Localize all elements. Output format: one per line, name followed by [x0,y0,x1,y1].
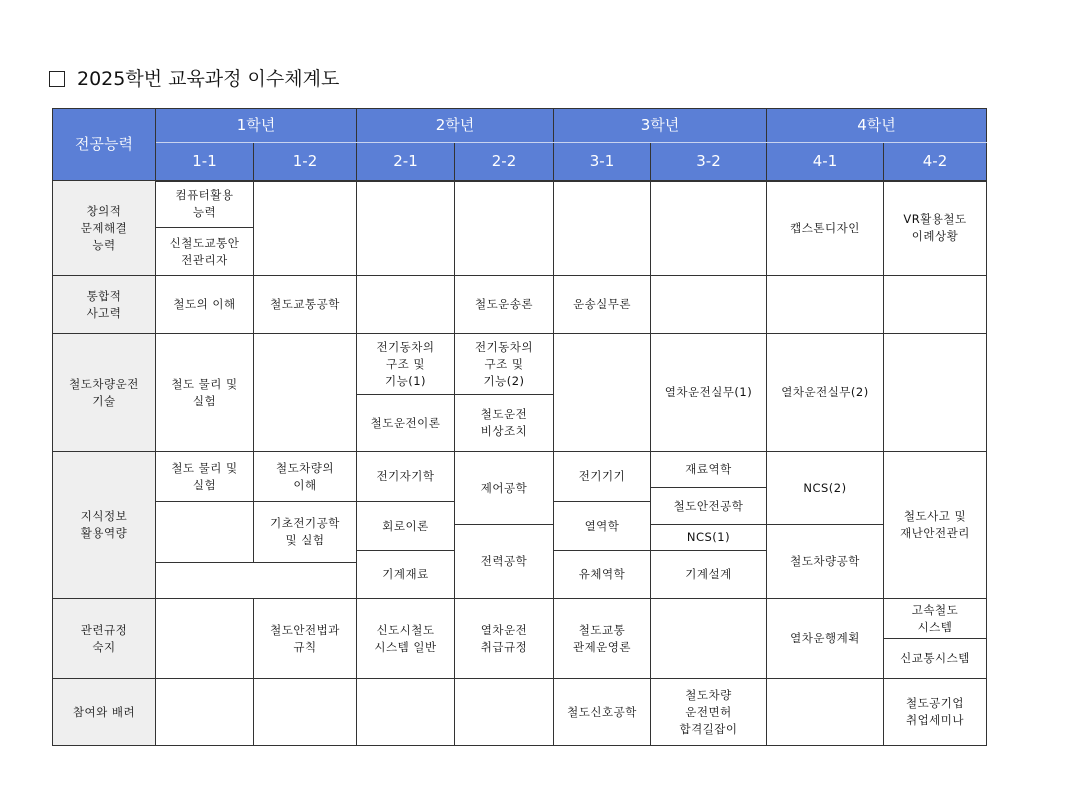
course-cell: 철도교통공학 [254,276,357,334]
course-cell: 철도공기업 취업세미나 [884,679,987,746]
course-cell: 재료역학 [651,452,767,488]
empty-cell [554,181,651,276]
empty-cell [156,502,254,563]
course-cell: 철도안전공학 [651,488,767,525]
header-year-4: 4학년 [767,109,987,143]
course-cell: 신도시철도 시스템 일반 [357,599,455,679]
empty-cell [651,276,767,334]
course-cell: 신철도교통안 전관리자 [156,228,254,276]
row-label: 참여와 배려 [53,679,156,746]
header-semester: 2-2 [455,143,554,181]
row-label: 철도차량운전 기술 [53,334,156,452]
empty-cell [156,679,254,746]
empty-cell [651,181,767,276]
course-cell: 컴퓨터활용 능력 [156,181,254,228]
course-cell: 운송실무론 [554,276,651,334]
header-corner: 전공능력 [53,109,156,181]
page-title [49,64,339,94]
empty-cell [357,181,455,276]
course-cell: 철도차량 운전면허 합격길잡이 [651,679,767,746]
row-label: 창의적 문제해결 능력 [53,181,156,276]
course-cell: NCS(2) [767,452,884,525]
course-cell: 신교통시스템 [884,639,987,679]
course-cell: 철도 물리 및 실험 [156,334,254,452]
course-cell: 캡스톤디자인 [767,181,884,276]
empty-cell [254,679,357,746]
course-cell: 철도안전법과 규칙 [254,599,357,679]
course-cell: 철도운전이론 [357,395,455,452]
course-cell: 전기기기 [554,452,651,502]
course-cell: 철도 물리 및 실험 [156,452,254,502]
row-label: 관련규정 숙지 [53,599,156,679]
empty-cell [156,599,254,679]
empty-cell [767,276,884,334]
header-semester: 1-1 [156,143,254,181]
header-semester: 4-1 [767,143,884,181]
header-semester: 3-1 [554,143,651,181]
header-semester: 4-2 [884,143,987,181]
course-cell: 전력공학 [455,525,554,599]
empty-cell [651,599,767,679]
course-cell: 전기동차의 구조 및 기능(2) [455,334,554,395]
course-cell: 철도신호공학 [554,679,651,746]
header-year-2: 2학년 [357,109,554,143]
header-year-3: 3학년 [554,109,767,143]
course-cell: 철도교통 관제운영론 [554,599,651,679]
course-cell: 열차운전실무(2) [767,334,884,452]
curriculum-table [52,108,987,746]
course-cell: NCS(1) [651,525,767,551]
course-cell: 열차운전실무(1) [651,334,767,452]
course-cell: 전기자기학 [357,452,455,502]
empty-cell [357,679,455,746]
course-cell: 열차운행계획 [767,599,884,679]
course-cell: 철도운송론 [455,276,554,334]
course-cell: 열차운전 취급규정 [455,599,554,679]
empty-cell [357,276,455,334]
header-semester: 3-2 [651,143,767,181]
course-cell: 기계설계 [651,551,767,599]
empty-cell [455,181,554,276]
course-cell: 제어공학 [455,452,554,525]
course-cell: 철도의 이해 [156,276,254,334]
course-cell: 열역학 [554,502,651,551]
empty-cell [884,276,987,334]
course-cell: 철도사고 및 재난안전관리 [884,452,987,599]
row-label: 통합적 사고력 [53,276,156,334]
course-cell: 전기동차의 구조 및 기능(1) [357,334,455,395]
empty-cell [554,334,651,452]
row-label: 지식정보 활용역량 [53,452,156,599]
course-cell: 기계재료 [357,551,455,599]
header-year-1: 1학년 [156,109,357,143]
header-semester: 2-1 [357,143,455,181]
header-semester: 1-2 [254,143,357,181]
empty-cell [455,679,554,746]
course-cell: 회로이론 [357,502,455,551]
course-cell: VR활용철도 이례상황 [884,181,987,276]
course-cell: 유체역학 [554,551,651,599]
course-cell: 철도차량의 이해 [254,452,357,502]
empty-cell [767,679,884,746]
course-cell: 철도차량공학 [767,525,884,599]
course-cell: 고속철도 시스템 [884,599,987,639]
checkbox-square-icon [49,71,65,87]
course-cell: 기초전기공학 및 실험 [254,502,357,563]
empty-cell [254,181,357,276]
empty-cell [884,334,987,452]
course-cell: 철도운전 비상조치 [455,395,554,452]
title-text: 2025학번 교육과정 이수체계도 [77,68,340,90]
empty-cell [254,334,357,452]
